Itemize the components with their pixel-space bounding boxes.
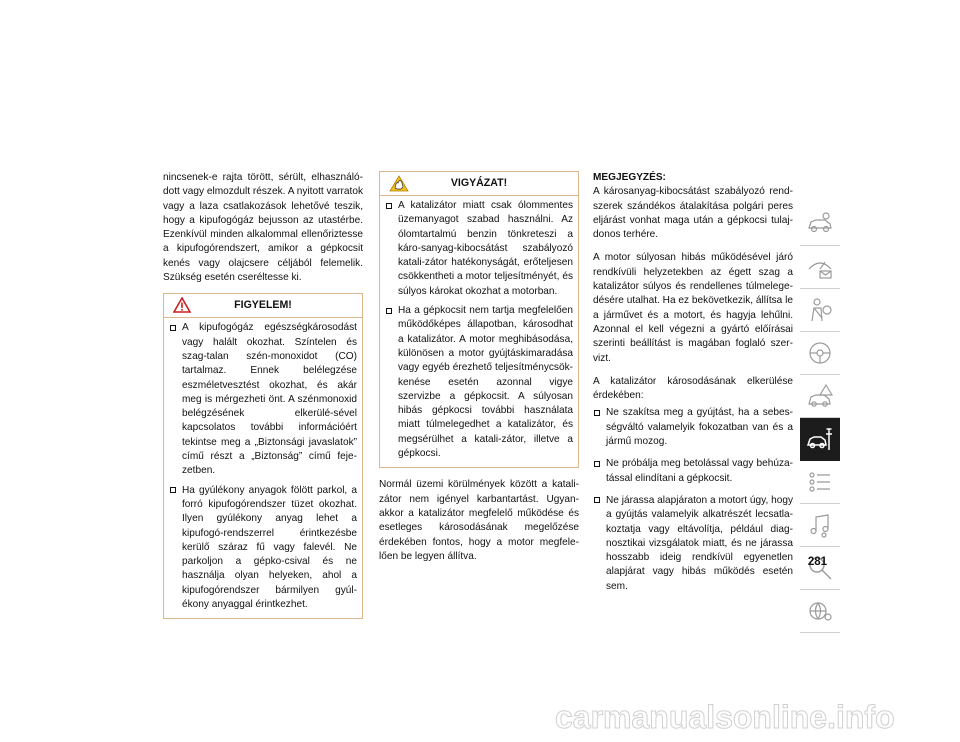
warning-title: FIGYELEM! <box>234 299 292 312</box>
language-globe-icon <box>806 597 834 625</box>
warning-item: Ha gyúlékony anyagok fölött parkol, a forró kipufogórendszer tüzet okozhat. Ilyen gyúlékony anyag lehet a kipufogó-rendszerrel érintkezésbe kerülő száraz fű vagy falevél. Ne parkoljon a gépko-csival és ne használja olyan helyeken, ahol a kipufogórendszer bármilyen gyúl-ékony anyaggal érintkezhet. <box>169 484 357 613</box>
caution-item: Ha a gépkocsit nem tartja megfelelően működőképes állapotban, károsodhat a katalizátor. A motor meghibásodása, különösen a motor gyújtáskimaradása vagy egyéb érezhető teljesítménycsök-kenése esetén azonnal vigye szervizbe a gépkocsit. A súlyosan hibás gépkocsi további használata miatt túlmelegedhet a katalizátor, és megsérülhet a katali-zátor, illetve a gépkocsi. <box>385 304 573 461</box>
warning-item: A kipufogógáz egészségkárosodást vagy halált okozhat. Színtelen és szag-talan szén-monoxidot (CO) tartalmaz. Ennek belélegzése eszméletvesztést okozhat, és akár meg is mérgezheti önt. A szénmonoxid belégzésének elkerülé-sével kapcsolatos további információért tekintse meg a „Biztonsági javaslatok” című részt a „Biztonság” című feje-zetben. <box>169 321 357 478</box>
watermark-text: carmanualsonline.info <box>555 699 895 735</box>
caution-title: VIGYÁZAT! <box>450 177 508 189</box>
prevention-paragraph: A katalizátor károsodásának elkerülése érdekében: <box>593 375 793 402</box>
tab-car-info[interactable] <box>800 203 840 246</box>
steering-wheel-icon <box>806 339 834 367</box>
car-info-icon <box>806 210 834 238</box>
tab-dashboard[interactable] <box>800 246 840 289</box>
car-service-tools-icon <box>806 425 834 453</box>
prevention-item: Ne próbálja meg betolással vagy behúza-tással elindítani a gépkocsit. <box>593 457 793 486</box>
chapter-tabs <box>800 203 840 633</box>
warning-triangle-icon <box>173 297 191 313</box>
specifications-list-icon <box>806 468 834 496</box>
intro-paragraph: nincsenek-e rajta törött, sérült, elhasználó-dott vagy elmozdult részek. A nyitott varratok vagy a laza csatlakozások lehetővé teszik, hogy a kipufogógáz bejusson az utastérbe. Ezenkívül minden alkalommal ellenőriztesse a kipufogórendszert, amikor a gépkocsit kenés vagy olajcsere céljából felemelik. Szükség esetén cseréltesse ki. <box>163 172 363 284</box>
tab-safety[interactable] <box>800 289 840 332</box>
overheat-paragraph: A motor súlyosan hibás működésével járó rendkívüli helyzetekben az égett szag a katalizátor súlyos és rendellenes túlmelege-désére utalhat. Ha ez bekövetkezik, állítsa le a járművet és a motort, és hagyja lehűlni. Azonnal el kell végezni a gyártó előírásai szerinti beállítást is magában foglaló szer-vizt. <box>593 252 793 364</box>
tab-specifications[interactable] <box>800 461 840 504</box>
maintenance-paragraph: Normál üzemi körülmények között a katali-zátor nem igényel karbantartást. Ugyan-akkor a katalizátor megfelelő működése és esetleges károsodásának megelőzése érdekében fontos, hogy a motor megfele-lően be legyen állítva. <box>379 479 579 562</box>
prevention-item: Ne járassa alapjáraton a motort úgy, hogy a gyújtás valamelyik alkatrészét lecsatla-koztatja vagy eltávolítja, például diag-nosztikai vizsgálatok miatt, és ne járassa hosszabb ideig rendkívül egyenetlen alapjárat vagy hibás működés esetén sem. <box>593 494 793 594</box>
caution-header <box>380 172 578 196</box>
column-middle <box>379 171 579 564</box>
roadside-emergency-icon <box>806 382 834 410</box>
seatbelt-airbag-icon <box>806 296 834 324</box>
column-left <box>163 171 363 619</box>
multimedia-icon <box>806 511 834 539</box>
prevention-item: Ne szakítsa meg a gyújtást, ha a sebes-ségváltó valamelyik fokozatban van és a jármű mozog. <box>593 406 793 449</box>
tab-languages[interactable] <box>800 590 840 633</box>
tab-index[interactable] <box>800 547 840 590</box>
page-number: 281 <box>807 556 827 568</box>
note-paragraph: A károsanyag-kibocsátást szabályozó rend-szerek szándékos átalakítása polgári peres eljárást vonhat maga után a gépkocsi tulaj-donos terhére. <box>593 186 793 241</box>
caution-hand-icon <box>389 175 409 192</box>
column-right <box>593 171 793 594</box>
caution-item: A katalizátor miatt csak ólommentes üzemanyagot szabad használni. Az ólomtartalmú benzin tönkreteszi a káro-sanyag-kibocsátást szabályozó katali-zátor hatékonyságát, erőteljesen csökkentheti a motor teljesítményét, és súlyos károkat okozhat a motorban. <box>385 199 573 299</box>
warning-header <box>164 294 362 318</box>
tab-driving[interactable] <box>800 332 840 375</box>
tab-service[interactable] <box>800 418 840 461</box>
tab-multimedia[interactable] <box>800 504 840 547</box>
tab-emergency[interactable] <box>800 375 840 418</box>
note-title: MEGJEGYZÉS: <box>593 172 666 183</box>
warning-box <box>163 293 363 619</box>
caution-box <box>379 171 579 468</box>
watermark <box>555 698 935 736</box>
dashboard-message-icon <box>806 253 834 281</box>
